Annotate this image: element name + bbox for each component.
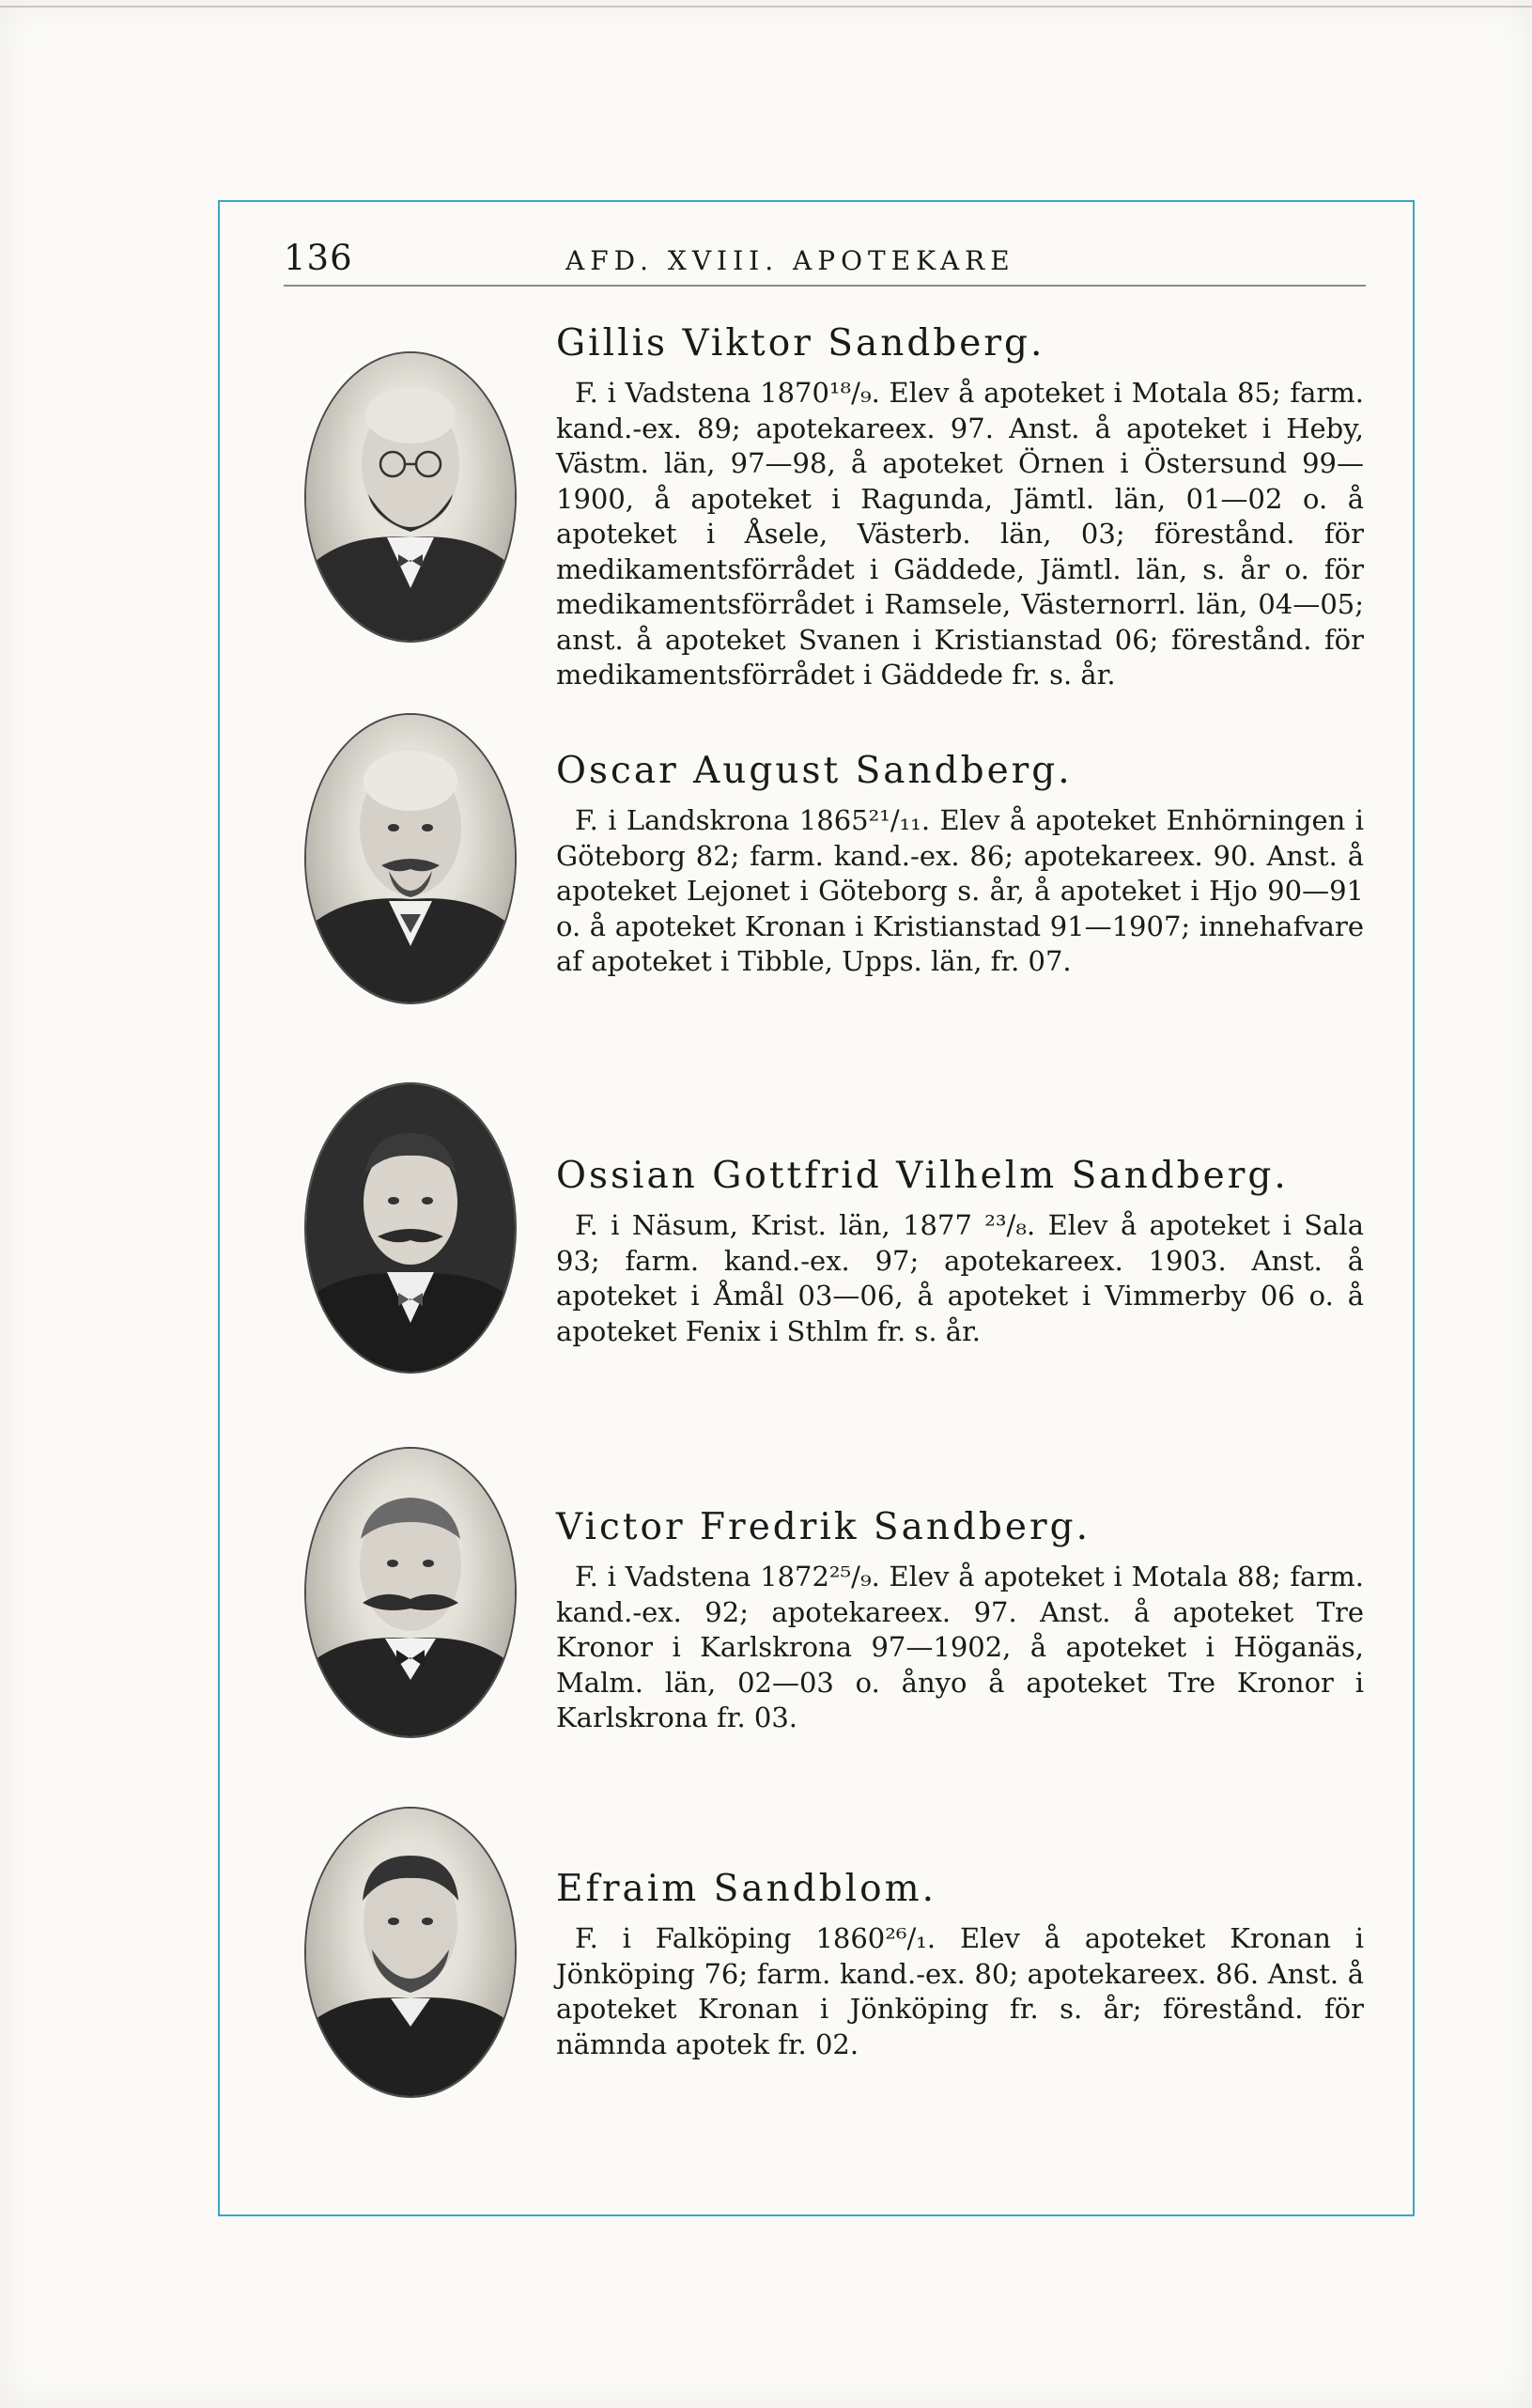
person-name: Ossian Gottfrid Vilhelm Sandberg. [556, 1155, 1289, 1197]
bald-man-with-glasses-and-beard-icon [306, 353, 515, 641]
portrait-photo-icon [306, 1084, 515, 1372]
entry-text [556, 747, 1364, 980]
entry-text [556, 319, 1364, 693]
entry-text [556, 1865, 1364, 2062]
person-name: Victor Fredrik Sandberg. [556, 1506, 1091, 1548]
entry-text [556, 1503, 1364, 1736]
top-edge-rule [0, 6, 1532, 8]
page-number: 136 [284, 238, 353, 278]
portrait-photo-icon [306, 353, 515, 641]
man-with-beard-icon [306, 1809, 515, 2096]
running-head [284, 238, 1366, 287]
entry-text [556, 1152, 1364, 1349]
portrait-photo-icon [306, 715, 515, 1002]
person-biography: F. i Falköping 1860²⁶/₁. Elev å apoteket Kronan i Jönköping 76; farm. kand.-ex. 80; apotekareex. 86. Anst. å apoteket Kronan i Jönköping fr. s. år; förestånd. för nämnda apotek fr. 02. [556, 1922, 1364, 2060]
person-biography: F. i Näsum, Krist. län, 1877 ²³/₈. Elev å apoteket i Sala 93; farm. kand.-ex. 97; apotekareex. 1903. Anst. å apoteket i Åmål 03—06, å apoteket i Vimmerby 06 o. å apoteket Fenix i Sthlm fr. s. år. [556, 1209, 1364, 1347]
portrait-photo-icon [306, 1449, 515, 1736]
bald-man-with-moustache-icon [306, 715, 515, 1002]
person-biography: F. i Landskrona 1865²¹/₁₁. Elev å apoteket Enhörningen i Göteborg 82; farm. kand.-ex. 86; apotekareex. 90. Anst. å apoteket Lejonet i Göteborg s. år, å apoteket i Hjo 90—91 o. å apoteket Kronan i Kristianstad 91—1907; innehafvare af apoteket i Tibble, Upps. län, fr. 07. [556, 804, 1364, 977]
section-title: AFD. XVIII. APOTEKARE [565, 245, 1015, 276]
person-name: Gillis Viktor Sandberg. [556, 322, 1045, 365]
person-biography: F. i Vadstena 1870¹⁸/₉. Elev å apoteket i Motala 85; farm. kand.-ex. 89; apotekareex. 97. Anst. å apoteket i Heby, Västm. län, 97—98, å apoteket Örnen i Östersund 99—1900, å apoteket i Ragunda, Jämtl. län, 01—02 o. å apoteket i Åsele, Västerb. län, 03; förestånd. för medikamentsförrådet i Gäddede, Jämtl. län, s. år o. för medikamentsförrådet i Ramsele, Västernorrl. län, 04—05; anst. å apoteket Svanen i Kristianstad 06; förestånd. för medikamentsförrådet i Gäddede fr. s. år. [556, 377, 1364, 691]
person-name: Efraim Sandblom. [556, 1868, 936, 1910]
person-name: Oscar August Sandberg. [556, 750, 1073, 792]
man-with-large-moustache-icon [306, 1449, 515, 1736]
portrait-photo-icon [306, 1809, 515, 2096]
person-biography: F. i Vadstena 1872²⁵/₉. Elev å apoteket i Motala 88; farm. kand.-ex. 92; apotekareex. 97. Anst. å apoteket Tre Kronor i Karlskrona 97—1902, å apoteket i Höganäs, Malm. län, 02—03 o. ånyo å apoteket Tre Kronor i Karlskrona fr. 03. [556, 1561, 1364, 1733]
young-man-with-moustache-icon [306, 1084, 515, 1372]
